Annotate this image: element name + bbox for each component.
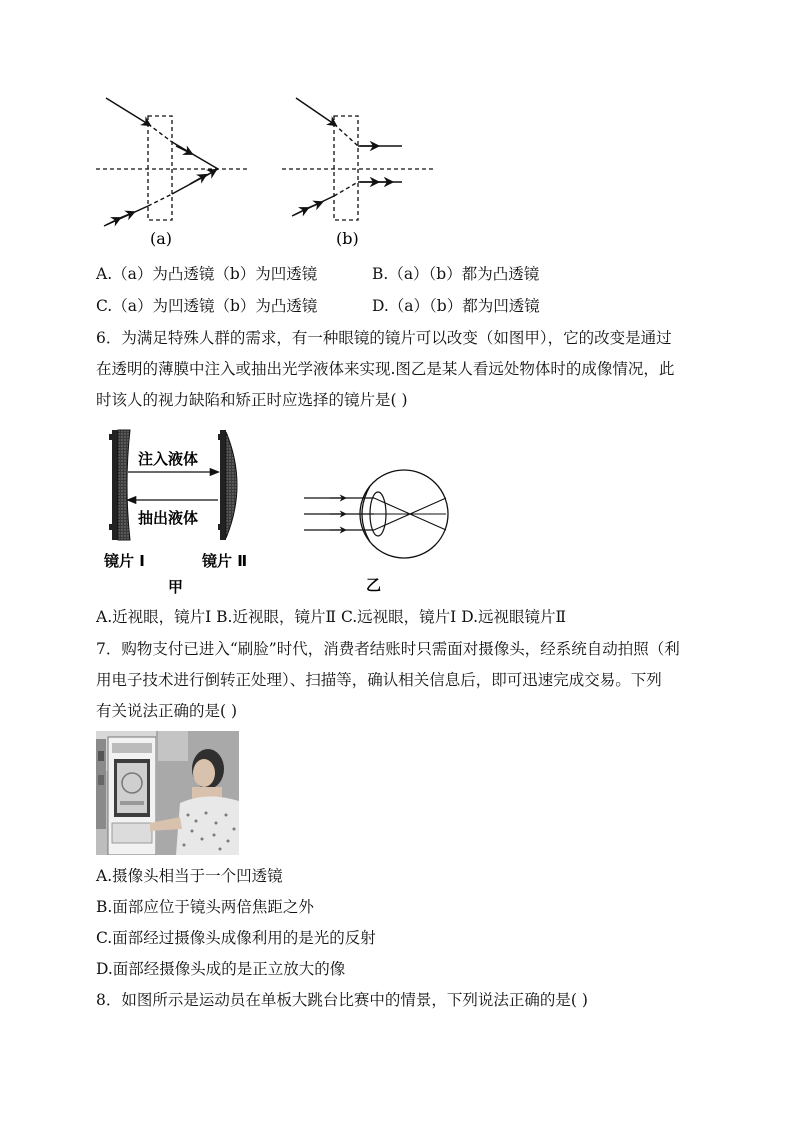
q6-stem-line-2: 在透明的薄膜中注入或抽出光学液体来实现.图乙是某人看远处物体时的成像情况，此 <box>96 360 675 378</box>
face-payment-photo <box>96 731 239 855</box>
figure-b-caption: (b) <box>336 229 359 248</box>
q7-option-d[interactable]: D.面部经摄像头成的是正立放大的像 <box>96 960 346 978</box>
face-payment-illustration <box>96 731 239 855</box>
q7-stem-line-2: 用电子技术进行倒转正处理）、扫描等，确认相关信息后，即可迅速完成交易。下列 <box>96 671 662 689</box>
eye-figure <box>300 462 460 596</box>
figure-yi-label: 乙 <box>366 576 382 594</box>
q5-option-c[interactable]: C.（a）为凹透镜（b）为凸透镜 <box>96 297 318 315</box>
lens-1-label: 镜片 Ⅰ <box>104 552 145 570</box>
lens-diagram-b <box>276 90 446 252</box>
q6-options[interactable]: A.近视眼，镜片Ⅰ B.近视眼，镜片Ⅱ C.远视眼，镜片Ⅰ D.远视眼镜片Ⅱ <box>96 608 567 626</box>
q5-option-a[interactable]: A.（a）为凸透镜（b）为凹透镜 <box>96 265 318 283</box>
figure-a-caption: (a) <box>150 229 173 248</box>
q7-option-c[interactable]: C.面部经过摄像头成像利用的是光的反射 <box>96 929 376 947</box>
figure-jia-label: 甲 <box>168 578 184 596</box>
lens-2-label: 镜片 Ⅱ <box>202 552 248 570</box>
q5-option-b[interactable]: B.（a）（b）都为凸透镜 <box>372 265 540 283</box>
q6-stem-line-3: 时该人的视力缺陷和矫正时应选择的镜片是( ) <box>96 391 408 409</box>
q7-stem-line-1: 7．购物支付已进入“刷脸”时代，消费者结账时只需面对摄像头，经系统自动拍照（利 <box>96 640 680 658</box>
q6-stem-line-1: 6．为满足特殊人群的需求，有一种眼镜的镜片可以改变（如图甲），它的改变是通过 <box>96 329 672 347</box>
q7-stem-line-3: 有关说法正确的是( ) <box>96 702 238 720</box>
lens-diagram-a <box>90 90 260 252</box>
adjustable-lens-figure <box>100 424 272 596</box>
extract-liquid-label: 抽出液体 <box>138 509 199 527</box>
q7-option-b[interactable]: B.面部应位于镜头两倍焦距之外 <box>96 898 314 916</box>
q7-option-a[interactable]: A.摄像头相当于一个凹透镜 <box>96 867 283 885</box>
q5-option-d[interactable]: D.（a）（b）都为凹透镜 <box>372 297 540 315</box>
inject-liquid-label: 注入液体 <box>138 450 199 468</box>
q8-stem-line-1: 8．如图所示是运动员在单板大跳台比赛中的情景，下列说法正确的是( ) <box>96 991 588 1009</box>
